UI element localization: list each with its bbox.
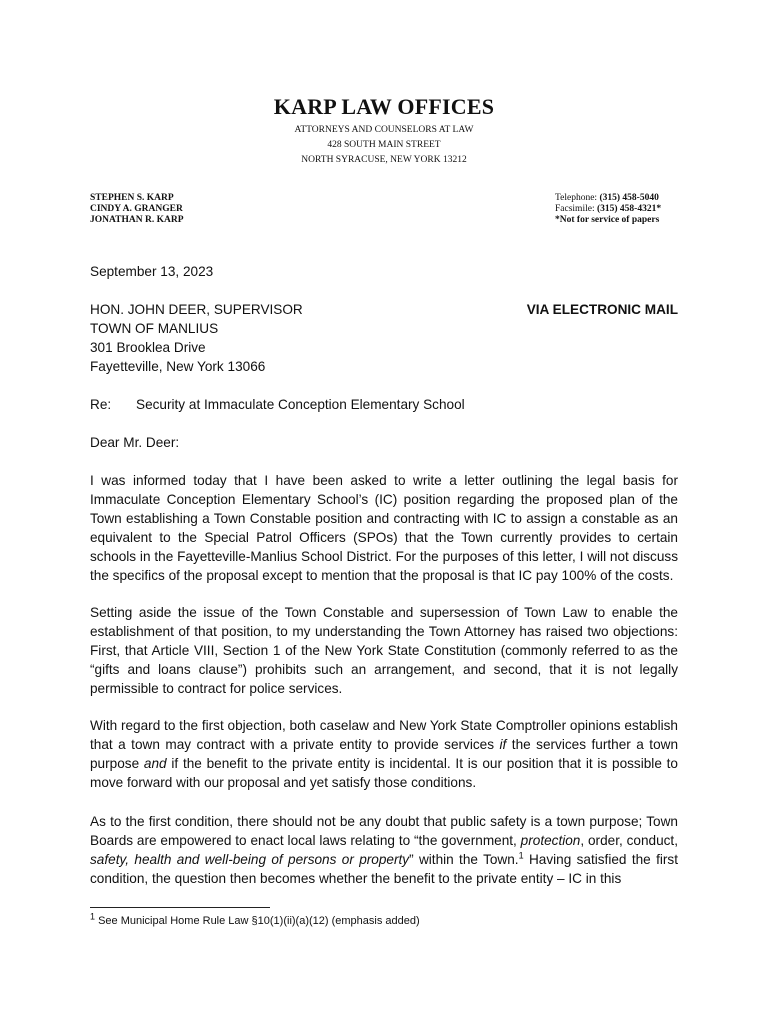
paragraph-2: Setting aside the issue of the Town Constable and supersession of Town Law to enable the establishment of that position, to my understanding the Town Attorney has raised two objections: First, that Article VIII, Section 1 of the New York State Constitution (commonly referred to as the “gifts and loans clause”) prohibits such an arrangement, and second, that it is not legally permissible to contract for police services.: [90, 605, 678, 696]
attorney-name: CINDY A. GRANGER: [90, 204, 183, 214]
paragraph-4-emphasis-safety: safety, health and well-being of persons or property: [90, 852, 410, 867]
attorney-name: JONATHAN R. KARP: [90, 215, 184, 225]
paragraph-4-text: ” within the Town.: [409, 852, 519, 867]
paragraph-3-emphasis-and: and: [143, 756, 167, 771]
telephone-number: (315) 458-5040: [599, 193, 659, 203]
footnote: [90, 911, 420, 928]
paragraph-3-text: the services further a town purpose: [90, 737, 679, 771]
footnote-divider: [90, 907, 270, 908]
contact-info: [555, 193, 661, 226]
salutation: Dear Mr. Deer:: [90, 435, 180, 450]
recipient-line-4: Fayetteville, New York 13066: [90, 359, 266, 374]
paragraph-1: I was informed today that I have been asked to write a letter outlining the legal basis for Immaculate Conception Elementary School’s (IC) position regarding the proposed plan of the Town establishing a Town Constable position and contracting with IC to assign a constable as an equivalent to the Special Patrol Officers (SPOs) that the Town currently provides to certain schools in the Fayetteville-Manlius School District. For the purposes of this letter, I will not discuss the specifics of the proposal except to mention that the proposal is that IC pay 100% of the costs.: [90, 473, 678, 583]
firm-name: KARP LAW OFFICES: [273, 94, 495, 119]
firm-subtitle: ATTORNEYS AND COUNSELORS AT LAW: [294, 125, 474, 135]
recipient-line-1: HON. JOHN DEER, SUPERVISOR: [90, 302, 303, 317]
paragraph-4: [90, 812, 678, 888]
facsimile-line: [555, 204, 661, 215]
recipient-line-2: TOWN OF MANLIUS: [90, 321, 219, 336]
footnote-mark: 1: [90, 911, 96, 922]
paragraph-3-emphasis-if: if: [499, 737, 507, 752]
paragraph-4-text: , order, conduct,: [580, 833, 678, 848]
footnote-reference[interactable]: 1: [518, 850, 524, 861]
fax-note: *Not for service of papers: [555, 215, 660, 225]
facsimile-label: Facsimile:: [555, 204, 595, 214]
paragraph-4-emphasis-protection: protection: [520, 833, 581, 848]
telephone-label: Telephone:: [555, 193, 598, 203]
firm-city: NORTH SYRACUSE, NEW YORK 13212: [301, 155, 467, 165]
paragraph-3: [90, 716, 678, 792]
paragraph-3-text: if the benefit to the private entity is incidental. It is our position that it is possible to move forward with our proposal and yet satisfy those conditions.: [90, 756, 678, 790]
paragraph-4-text: As to the first condition, there should not be any doubt that public safety is a town purpose; Town Boards are empowered to enact local laws relating to “the government,: [90, 814, 678, 848]
delivery-method: VIA ELECTRONIC MAIL: [526, 302, 678, 317]
footnote-text: See Municipal Home Rule Law §10(1)(ii)(a)(12) (emphasis added): [95, 915, 420, 927]
attorney-name: STEPHEN S. KARP: [90, 193, 174, 203]
telephone-line: [555, 193, 661, 204]
recipient-line-3: 301 Brooklea Drive: [90, 340, 206, 355]
paragraph-3-text: With regard to the first objection, both caselaw and New York State Comptroller opinions establish that a town may contract with a private entity to provide services: [90, 718, 678, 752]
re-label: Re:: [90, 397, 112, 412]
letter-date: September 13, 2023: [90, 264, 214, 279]
paragraph-4-text: Having satisfied the first condition, the question then becomes whether the benefit to the private entity – IC in this: [90, 852, 678, 886]
firm-street: 428 SOUTH MAIN STREET: [327, 140, 441, 150]
attorney-list: [90, 193, 184, 226]
facsimile-number: (315) 458-4321*: [596, 204, 662, 214]
re-subject: Security at Immaculate Conception Elementary School: [136, 397, 465, 412]
